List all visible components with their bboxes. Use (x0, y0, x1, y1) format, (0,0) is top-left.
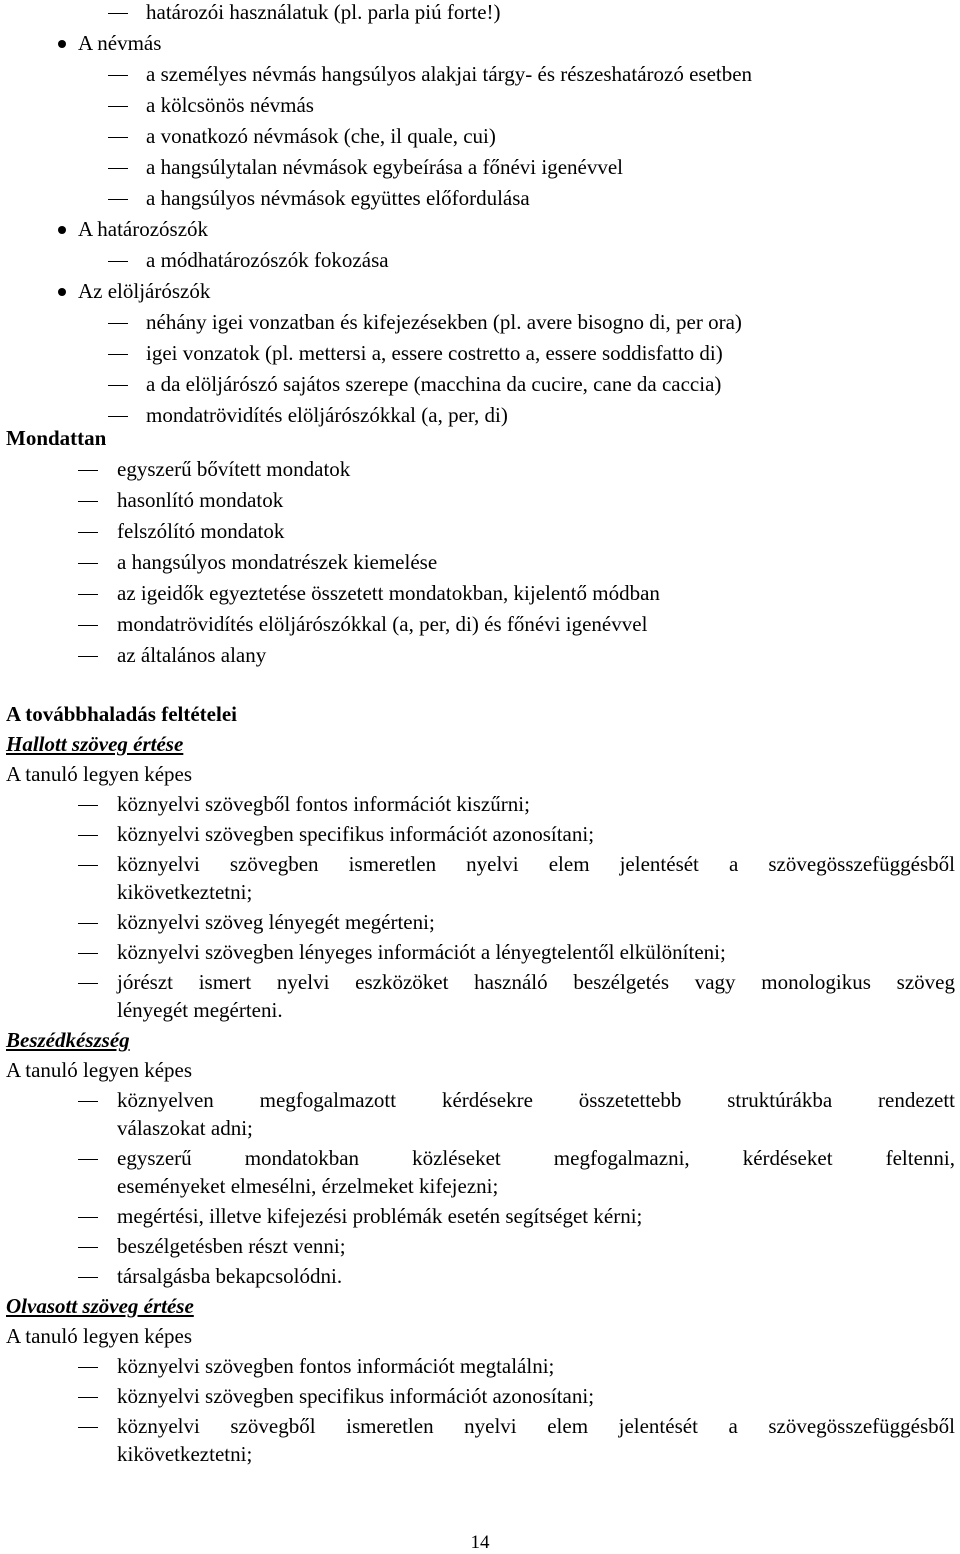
dash-item: jórészt ismert nyelvi eszközöket használó beszélgetés vagy monologikus szöveg (117, 970, 955, 994)
dash-item: a hangsúlyos mondatrészek kiemelése (117, 550, 438, 574)
dash-item: kikövetkeztetni; (117, 880, 253, 904)
dash-item: köznyelvi szövegben specifikus információt azonosítani; (117, 822, 595, 846)
bullet-item: A határozószók (78, 217, 209, 241)
page-number: 14 (470, 1532, 490, 1553)
section-heading: A továbbhaladás feltételei (6, 702, 237, 726)
round-bullet-icon (58, 288, 66, 296)
dash-bullet-icon (108, 323, 128, 324)
dash-item: köznyelvi szövegben fontos információt megtalálni; (117, 1354, 555, 1378)
dash-item: köznyelvi szövegben lényeges információt a lényegtelentől elkülöníteni; (117, 940, 726, 964)
dash-item: a hangsúlytalan névmások egybeírása a főnévi igenévvel (146, 155, 623, 179)
dash-bullet-icon (78, 1427, 98, 1428)
dash-bullet-icon (108, 168, 128, 169)
dash-item: a kölcsönös névmás (146, 93, 314, 117)
dash-bullet-icon (78, 1101, 98, 1102)
dash-bullet-icon (78, 953, 98, 954)
dash-bullet-icon (108, 75, 128, 76)
dash-item: igei vonzatok (pl. mettersi a, essere costretto a, essere soddisfatto di) (146, 341, 723, 365)
dash-bullet-icon (108, 354, 128, 355)
dash-bullet-icon (78, 1277, 98, 1278)
dash-bullet-icon (78, 501, 98, 502)
dash-bullet-icon (78, 1397, 98, 1398)
dash-bullet-icon (78, 1247, 98, 1248)
round-bullet-icon (58, 40, 66, 48)
dash-item: a személyes névmás hangsúlyos alakjai tárgy- és részeshatározó esetben (146, 62, 753, 86)
dash-item: köznyelvi szövegben ismeretlen nyelvi elem jelentését a szövegösszefüggésből (117, 852, 955, 876)
dash-bullet-icon (108, 137, 128, 138)
round-bullet-icon (58, 226, 66, 234)
dash-bullet-icon (78, 656, 98, 657)
dash-bullet-icon (78, 563, 98, 564)
dash-bullet-icon (78, 625, 98, 626)
dash-bullet-icon (108, 385, 128, 386)
dash-bullet-icon (108, 106, 128, 107)
dash-item: felszólító mondatok (117, 519, 285, 543)
dash-item: hasonlító mondatok (117, 488, 284, 512)
dash-item: beszélgetésben részt venni; (117, 1234, 346, 1258)
dash-item: egyszerű mondatokban közléseket megfogalmazni, kérdéseket feltenni, (117, 1146, 955, 1170)
dash-item: köznyelvi szövegben specifikus információt azonosítani; (117, 1384, 595, 1408)
dash-item: köznyelven megfogalmazott kérdésekre összetettebb struktúrákba rendezett (117, 1088, 955, 1112)
dash-bullet-icon (78, 1217, 98, 1218)
dash-item: az igeidők egyeztetése összetett mondatokban, kijelentő módban (117, 581, 660, 605)
dash-item: az általános alany (117, 643, 267, 667)
subsection-title: Olvasott szöveg értése (6, 1294, 194, 1318)
dash-bullet-icon (78, 1367, 98, 1368)
dash-item: határozói használatuk (pl. parla piú forte!) (146, 0, 501, 24)
dash-item: megértési, illetve kifejezési problémák esetén segítséget kérni; (117, 1204, 643, 1228)
dash-item: köznyelvi szövegből fontos információt kiszűrni; (117, 792, 530, 816)
dash-bullet-icon (78, 835, 98, 836)
dash-item: eseményeket elmesélni, érzelmeket kifejezni; (117, 1174, 499, 1198)
dash-item: kikövetkeztetni; (117, 1442, 253, 1466)
subsection-intro: A tanuló legyen képes (6, 762, 193, 786)
dash-item: a módhatározószók fokozása (146, 248, 389, 272)
dash-item: társalgásba bekapcsolódni. (117, 1264, 343, 1288)
dash-bullet-icon (78, 923, 98, 924)
section-heading: Mondattan (6, 426, 107, 450)
dash-item: mondatrövidítés elöljárószókkal (a, per, di) és főnévi igenévvel (117, 612, 648, 636)
dash-bullet-icon (78, 983, 98, 984)
dash-bullet-icon (108, 261, 128, 262)
subsection-title: Beszédkészség (6, 1028, 130, 1052)
dash-bullet-icon (78, 865, 98, 866)
dash-item: mondatrövidítés elöljárószókkal (a, per, di) (146, 403, 508, 427)
subsection-intro: A tanuló legyen képes (6, 1324, 193, 1348)
bullet-item: A névmás (78, 31, 162, 55)
dash-item: válaszokat adni; (117, 1116, 253, 1140)
dash-item: lényegét megérteni. (117, 998, 283, 1022)
dash-bullet-icon (78, 532, 98, 533)
dash-item: köznyelvi szövegből ismeretlen nyelvi elem jelentését a szövegösszefüggésből (117, 1414, 955, 1438)
dash-bullet-icon (108, 416, 128, 417)
dash-item: köznyelvi szöveg lényegét megérteni; (117, 910, 435, 934)
dash-item: néhány igei vonzatban és kifejezésekben (pl. avere bisogno di, per ora) (146, 310, 742, 334)
dash-bullet-icon (78, 1159, 98, 1160)
dash-bullet-icon (78, 470, 98, 471)
dash-bullet-icon (78, 805, 98, 806)
bullet-item: Az elöljárószók (78, 279, 211, 303)
dash-bullet-icon (108, 13, 128, 14)
dash-item: a hangsúlyos névmások együttes előfordulása (146, 186, 530, 210)
dash-item: a vonatkozó névmások (che, il quale, cui) (146, 124, 496, 148)
subsection-intro: A tanuló legyen képes (6, 1058, 193, 1082)
dash-bullet-icon (78, 594, 98, 595)
dash-item: a da elöljárószó sajátos szerepe (macchina da cucire, cane da caccia) (146, 372, 722, 396)
dash-bullet-icon (108, 199, 128, 200)
subsection-title: Hallott szöveg értése (6, 732, 184, 756)
dash-item: egyszerű bővített mondatok (117, 457, 351, 481)
